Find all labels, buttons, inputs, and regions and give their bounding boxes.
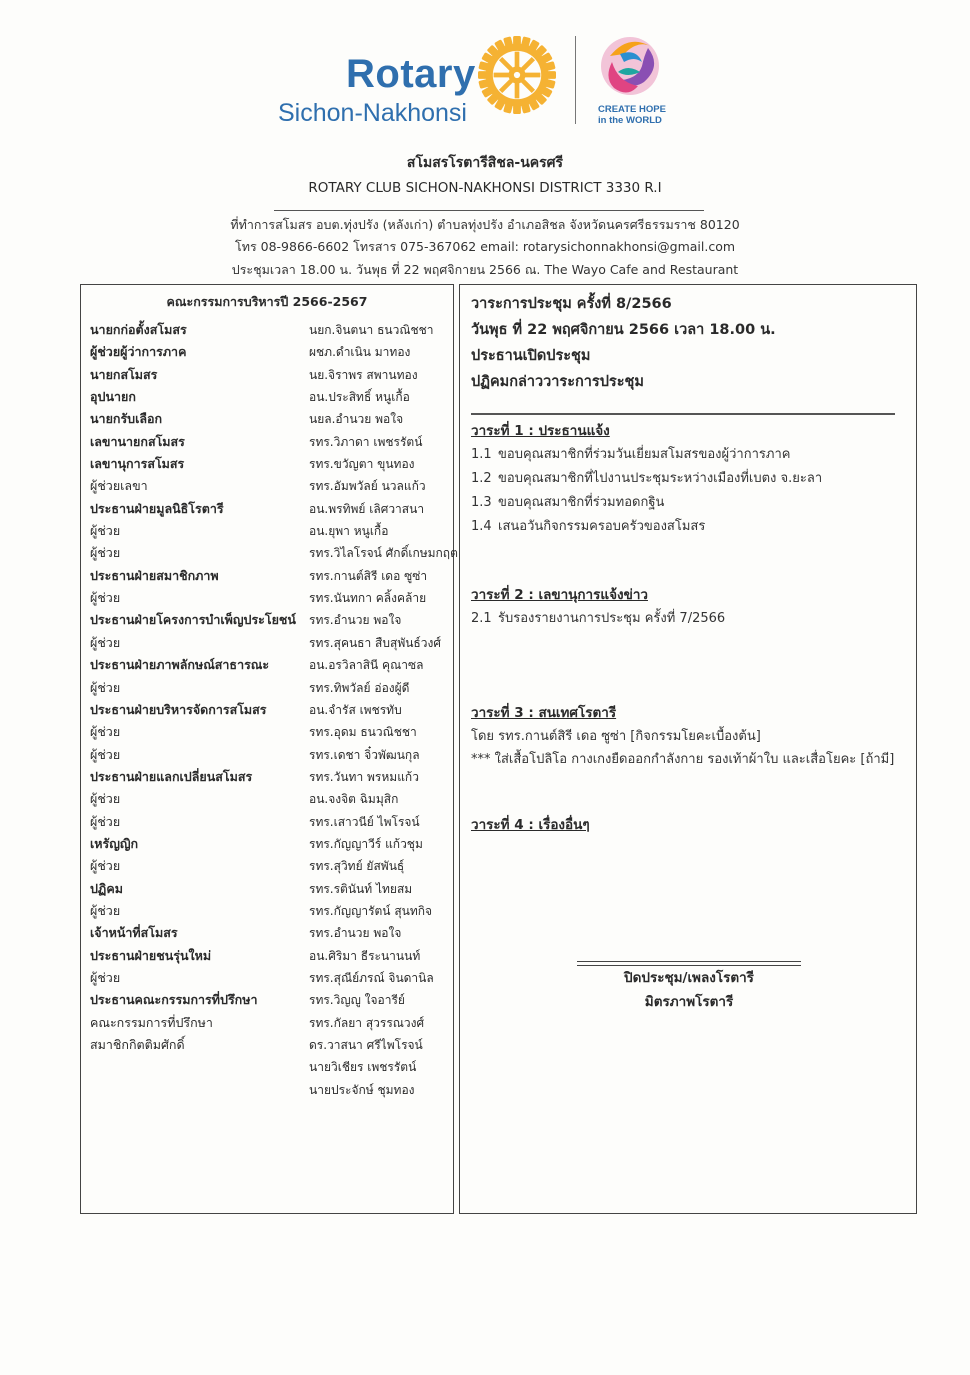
closing-line-1: ปิดประชุม/เพลงโรตารี [624,970,754,986]
committee-title: คณะกรรมการบริหารปี 2566-2567 [166,294,368,309]
agenda-subitem [471,517,705,537]
committee-row [90,945,450,967]
committee-row [90,878,450,900]
committee-role: ประธานฝ่ายแลกเปลี่ยนสโมสร [90,768,253,784]
header-divider [274,210,704,211]
agenda-divider [471,413,895,415]
agenda-item-3-title: วาระที่ 3 : สนเทศโรตารี [471,705,617,721]
agenda-subitem [471,493,664,513]
committee-row [90,1079,450,1101]
committee-row [90,475,450,497]
subitem-text: ขอบคุณสมาชิกที่ร่วมทอดกฐิน [498,495,665,510]
create-hope-emblem-icon [598,32,662,100]
committee-role: ผู้ช่วย [90,902,121,918]
committee-role: ผู้ช่วย [90,523,121,539]
committee-person: รทร.อำนวย พอใจ [309,926,402,941]
committee-person: รทร.ขวัญตา ขุนทอง [309,457,415,472]
committee-person: ดร.วาสนา ศรีไพโรจน์ [309,1038,423,1052]
committee-person: อน.ประสิทธิ์ หนูเกื้อ [309,390,410,405]
committee-row [90,677,450,699]
committee-role: ประธานฝ่ายชนรุ่นใหม่ [90,947,212,963]
club-address: ที่ทำการสโมสร อบต.ทุ่งปรัง (หลังเก่า) ตำบลทุ่งปรัง อำเภอสิชล จังหวัดนครศรีธรรมราช 80120 [230,217,740,232]
subitem-number: 2.1 [471,611,492,626]
club-contact: โทร 08-9866-6602 โทรสาร 075-367062 email: rotarysichonnakhonsi@gmail.com [234,239,736,254]
committee-person: รทร.วันทา พรหมแก้ว [309,769,419,784]
committee-role: นายกก่อตั้งสโมสร [90,322,187,337]
agenda-date: วันพุธ ที่ 22 พฤศจิกายน 2566 เวลา 18.00 น. [471,322,776,338]
committee-row [90,364,450,386]
agenda-item-1-title: วาระที่ 1 : ประธานแจ้ง [471,423,610,439]
rotary-wheel-icon [478,36,556,114]
club-name-thai: สโมสรโรตารีสิชล-นครศรี [406,155,564,171]
committee-row [90,319,450,341]
committee-person: อน.พรทิพย์ เลิศวาสนา [309,501,425,516]
committee-row [90,922,450,944]
hope-line-1: CREATE HOPE [598,104,666,115]
subitem-number: 1.2 [471,471,492,486]
committee-row [90,520,450,542]
committee-role: ผู้ช่วย [90,746,121,762]
committee-role: ประธานฝ่ายบริหารจัดการสโมสร [90,701,267,717]
committee-person: นายประจักษ์ ชุมทอง [309,1082,415,1097]
committee-row [90,632,450,654]
committee-role: ปฏิคม [90,880,123,896]
club-name-english: ROTARY CLUB SICHON-NAKHONSI DISTRICT 3330 R.I [308,180,662,196]
committee-row [90,788,450,810]
rotary-wordmark: Rotary [346,52,476,96]
committee-role: ประธานฝ่ายสมาชิกภาพ [90,567,219,583]
committee-person: รทร.กานต์สิรี เดอ ซูซ่า [309,568,428,583]
closing-line-2: มิตรภาพโรตารี [644,994,734,1010]
committee-role: เหรัญญิก [90,835,139,851]
club-wordmark: Sichon-Nakhonsi [278,99,467,127]
committee-list [90,319,458,1101]
committee-row [90,1034,450,1056]
committee-row [90,587,450,609]
agenda-item-3-presenter: โดย รทร.กานต์สิรี เดอ ซูซ่า [กิจกรรมโยคะเบื้องต้น] [471,729,761,744]
closing-divider [577,961,801,966]
committee-role: ประธานฝ่ายภาพลักษณ์สาธารณะ [90,657,270,673]
committee-role: เจ้าหน้าที่สโมสร [90,925,178,941]
committee-row [90,811,450,833]
committee-role: ประธานฝ่ายมูลนิธิโรตารี [90,500,224,516]
committee-row [90,699,450,721]
committee-person: รทร.สุคนธา สืบสุพันธ์วงศ์ [309,635,441,650]
agenda-item-3-note: *** ใส่เสื้อโปลิโอ กางเกงยืดออกกำลังกาย รองเท้าผ้าใบ และเสื่อโยคะ [ถ้ามี] [471,752,895,767]
subitem-number: 1.1 [471,447,492,462]
committee-row [90,408,450,430]
committee-role: ผู้ช่วย [90,858,121,874]
committee-row [90,1056,450,1078]
committee-person: รทร.กัลยา สุวรรณวงศ์ [309,1015,425,1030]
committee-row [90,654,450,676]
committee-row [90,900,450,922]
subitem-text: เสนอวันกิจกรรมครอบครัวของสโมสร [498,519,706,534]
committee-person: รทร.กัญญาวีร์ แก้วชุม [309,836,423,851]
committee-person: รทร.อำนวย พอใจ [309,613,402,628]
committee-person: รทร.วิไลโรจน์ ศักดิ์เกษมกฤต [309,546,458,561]
committee-role: นายกสโมสร [90,366,158,382]
agenda-title: วาระการประชุม ครั้งที่ 8/2566 [471,296,672,312]
hope-line-2: in the WORLD [598,115,662,126]
committee-person: รทร.นันทกา คลิ้งคล้าย [309,591,427,606]
committee-row [90,341,450,363]
committee-role: ผู้ช่วยผู้ว่าการภาค [90,344,187,360]
committee-role: ผู้ช่วย [90,791,121,807]
meeting-time-location: ประชุมเวลา 18.00 น. วันพุธ ที่ 22 พฤศจิกายน 2566 ณ. The Wayo Cafe and Restaurant [231,262,739,277]
agenda-subitem [471,609,725,629]
agenda-item-2-title: วาระที่ 2 : เลขานุการแจ้งข่าว [471,587,648,603]
committee-person: รทร.สุณีย์ภรณ์ จินดานิล [309,970,434,985]
committee-role: อุปนายก [90,389,136,405]
committee-role: ผู้ช่วยเลขา [90,478,148,494]
committee-role: ประธานคณะกรรมการที่ปรึกษา [90,992,258,1008]
subitem-text: รับรองรายงานการประชุม ครั้งที่ 7/2566 [498,611,726,626]
committee-person: นายวิเชียร เพชรรัตน์ [309,1060,417,1075]
committee-person: นยก.จินตนา ธนวณิชชา [309,323,434,337]
committee-row [90,431,450,453]
create-hope-tagline [598,104,688,126]
committee-role: สมาชิกกิตติมศักดิ์ [90,1037,185,1052]
agenda-announcement: ปฏิคมกล่าววาระการประชุม [471,374,644,390]
committee-row [90,1012,450,1034]
committee-person: รทร.อัมพวัลย์ นวลแก้ว [309,479,426,494]
committee-person: รทร.เสาวนีย์ ไพโรจน์ [309,814,420,829]
committee-row [90,721,450,743]
committee-person: อน.อรวิลาสินี คุณาซล [309,658,424,673]
committee-person: รทร.วิญญู ใจอารีย์ [309,993,405,1008]
committee-person: รทร.เดชา จิ๋วพัฒนกุล [309,747,420,762]
committee-person: รทร.สุวิทย์ ยัสพันธุ์ [309,859,405,874]
committee-person: อน.จงจิต ฉิมมุสิก [309,792,399,807]
committee-person: รทร.วิภาดา เพชรรัตน์ [309,434,423,449]
committee-role: เลขานุการสโมสร [90,456,185,472]
committee-person: รทร.อุดม ธนวณิชชา [309,725,417,740]
logo-divider [575,36,576,124]
committee-row [90,565,450,587]
agenda-subitem [471,469,822,489]
committee-role: คณะกรรมการที่ปรึกษา [90,1014,213,1030]
agenda-subitem [471,445,790,465]
committee-panel [80,284,458,1214]
committee-row [90,744,450,766]
committee-row [90,498,450,520]
agenda-item-4-title: วาระที่ 4 : เรื่องอื่นๆ [471,817,590,833]
committee-person: อน.ยุพา หนูเกื้อ [309,524,389,539]
committee-role: ผู้ช่วย [90,545,121,561]
committee-person: ผชภ.ดำเนิน มาทอง [309,345,411,360]
committee-role: ผู้ช่วย [90,724,121,740]
agenda-panel [459,284,917,1214]
committee-person: รทร.ทิพวัลย์ อ่องผู้ดี [309,680,410,695]
committee-person: นย.จิราพร สพานทอง [309,367,418,382]
committee-role: ผู้ช่วย [90,813,121,829]
committee-person: นยล.อำนวย พอใจ [309,412,404,427]
committee-person: อน.ศิริมา ธีระนานนท์ [309,948,421,963]
committee-role: ประธานฝ่ายโครงการบำเพ็ญประโยชน์ [90,612,296,628]
committee-role: ผู้ช่วย [90,679,121,695]
committee-row [90,855,450,877]
subitem-number: 1.4 [471,519,492,534]
committee-person: อน.จำรัส เพชรทับ [309,702,402,717]
committee-row [90,386,450,408]
subitem-number: 1.3 [471,495,492,510]
committee-role: นายกรับเลือก [90,411,163,427]
committee-row [90,453,450,475]
committee-person: รทร.กัญญารัตน์ สุนทกิจ [309,903,433,918]
committee-row [90,989,450,1011]
committee-row [90,967,450,989]
committee-role: ผู้ช่วย [90,590,121,606]
committee-row [90,609,450,631]
committee-row [90,542,458,564]
committee-row [90,833,450,855]
committee-role: ผู้ช่วย [90,634,121,650]
subitem-text: ขอบคุณสมาชิกที่ไปงานประชุมระหว่างเมืองที่เบตง จ.ยะลา [498,471,823,486]
committee-role: ผู้ช่วย [90,969,121,985]
committee-person: รทร.รตินันท์ ไทยสม [309,881,413,896]
subitem-text: ขอบคุณสมาชิกที่ร่วมวันเยี่ยมสโมสรของผู้ว่าการภาค [498,447,791,462]
committee-role: เลขานายกสโมสร [90,433,185,449]
agenda-opening: ประธานเปิดประชุม [471,348,591,364]
committee-row [90,766,450,788]
